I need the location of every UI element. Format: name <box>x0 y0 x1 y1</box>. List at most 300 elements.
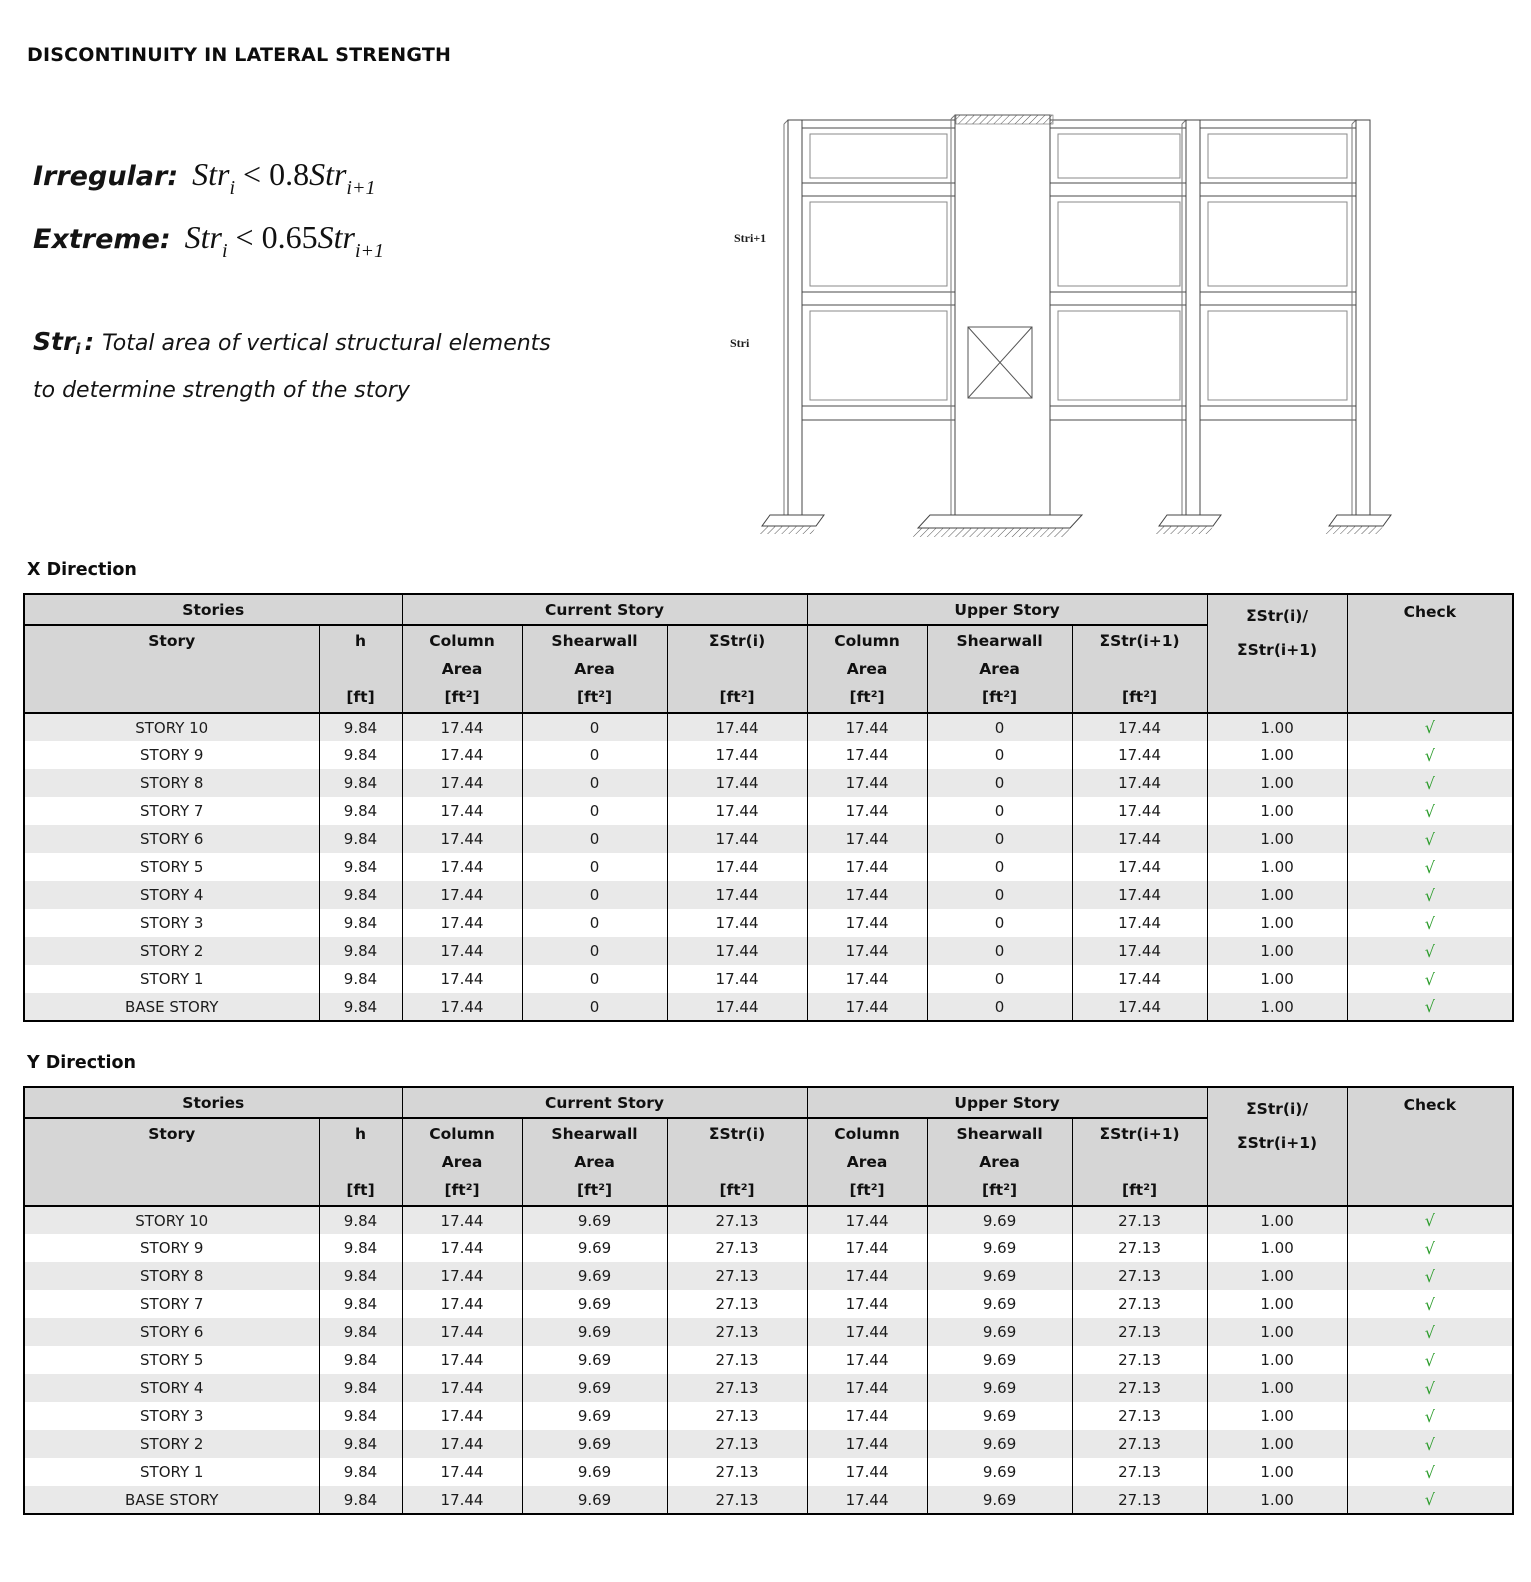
sum-str-i-cell: 27.13 <box>667 1346 807 1374</box>
table-row <box>24 965 1513 993</box>
sum-str-i-cell: 27.13 <box>667 1430 807 1458</box>
shearwall-area-cell: 0 <box>522 937 667 965</box>
ratio-cell: 1.00 <box>1207 1402 1347 1430</box>
ratio-cell: 1.00 <box>1207 1458 1347 1486</box>
table-row <box>24 1402 1513 1430</box>
shearwall-area-cell: 0 <box>522 965 667 993</box>
column-area-cell: 17.44 <box>402 1262 522 1290</box>
upper-column-area-cell: 17.44 <box>807 1374 927 1402</box>
header-story: Story <box>24 625 319 713</box>
ratio-cell: 1.00 <box>1207 1486 1347 1514</box>
check-cell: √ <box>1347 1262 1513 1290</box>
check-cell: √ <box>1347 965 1513 993</box>
check-cell: √ <box>1347 993 1513 1021</box>
definition-separator: : <box>84 328 95 356</box>
header-sum-str-i1: ΣStr(i+1) [ft²] <box>1072 625 1207 713</box>
header-sum-str-i: ΣStr(i) [ft²] <box>667 1118 807 1206</box>
story-cell: STORY 10 <box>24 713 319 741</box>
sum-str-i-cell: 27.13 <box>667 1318 807 1346</box>
sum-str-i-cell: 27.13 <box>667 1206 807 1234</box>
header-stories-group: Stories <box>24 594 402 625</box>
y-direction-table-body <box>24 1206 1513 1514</box>
sum-str-i1-cell: 27.13 <box>1072 1430 1207 1458</box>
shear-wall <box>955 115 1050 515</box>
shearwall-area-cell: 0 <box>522 797 667 825</box>
table-row <box>24 853 1513 881</box>
ratio-cell: 1.00 <box>1207 797 1347 825</box>
irregular-label: Irregular: <box>33 161 179 192</box>
sum-str-i-cell: 27.13 <box>667 1290 807 1318</box>
upper-shearwall-area-cell: 9.69 <box>927 1290 1072 1318</box>
sum-str-i-cell: 17.44 <box>667 797 807 825</box>
check-cell: √ <box>1347 1234 1513 1262</box>
shearwall-area-cell: 9.69 <box>522 1458 667 1486</box>
sum-str-i1-cell: 17.44 <box>1072 993 1207 1021</box>
shearwall-area-cell: 9.69 <box>522 1290 667 1318</box>
bay-panels <box>810 134 1347 400</box>
footing-mid <box>1159 515 1221 526</box>
table-row <box>24 1458 1513 1486</box>
story-cell: STORY 8 <box>24 1262 319 1290</box>
upper-shearwall-area-cell: 9.69 <box>927 1458 1072 1486</box>
story-cell: STORY 9 <box>24 741 319 769</box>
header-check: Check <box>1347 1087 1513 1206</box>
sum-str-i-cell: 17.44 <box>667 993 807 1021</box>
formula-relation: < <box>235 219 254 255</box>
upper-shearwall-area-cell: 0 <box>927 825 1072 853</box>
ratio-cell: 1.00 <box>1207 713 1347 741</box>
sum-str-i1-cell: 17.44 <box>1072 825 1207 853</box>
table-row <box>24 1290 1513 1318</box>
shearwall-area-cell: 0 <box>522 853 667 881</box>
table-row <box>24 825 1513 853</box>
header-upper-story-group: Upper Story <box>807 1087 1207 1118</box>
columns <box>784 115 1370 515</box>
column-area-cell: 17.44 <box>402 1486 522 1514</box>
sum-str-i1-cell: 17.44 <box>1072 853 1207 881</box>
sum-str-i1-cell: 17.44 <box>1072 965 1207 993</box>
header-h: h [ft] <box>319 625 402 713</box>
formula-subscript: i+1 <box>346 177 376 199</box>
h-cell: 9.84 <box>319 1318 402 1346</box>
upper-column-area-cell: 17.44 <box>807 825 927 853</box>
check-cell: √ <box>1347 797 1513 825</box>
table-row <box>24 797 1513 825</box>
sum-str-i-cell: 17.44 <box>667 965 807 993</box>
column-right <box>1356 120 1370 515</box>
x-direction-title: X Direction <box>27 560 137 580</box>
upper-shearwall-area-cell: 0 <box>927 937 1072 965</box>
column-area-cell: 17.44 <box>402 1234 522 1262</box>
check-cell: √ <box>1347 853 1513 881</box>
h-cell: 9.84 <box>319 853 402 881</box>
check-cell: √ <box>1347 1458 1513 1486</box>
ratio-cell: 1.00 <box>1207 741 1347 769</box>
check-cell: √ <box>1347 1402 1513 1430</box>
h-cell: 9.84 <box>319 1374 402 1402</box>
upper-column-area-cell: 17.44 <box>807 769 927 797</box>
sum-str-i-cell: 17.44 <box>667 853 807 881</box>
x-direction-table-body <box>24 713 1513 1021</box>
header-shearwall-area: Shearwall Area [ft²] <box>522 1118 667 1206</box>
footing-wall <box>918 515 1082 528</box>
ratio-cell: 1.00 <box>1207 1234 1347 1262</box>
formula-var: Str <box>317 219 355 255</box>
column-area-cell: 17.44 <box>402 1346 522 1374</box>
sum-str-i1-cell: 17.44 <box>1072 881 1207 909</box>
table-row <box>24 993 1513 1021</box>
sum-str-i1-cell: 17.44 <box>1072 741 1207 769</box>
story-cell: STORY 1 <box>24 1458 319 1486</box>
upper-column-area-cell: 17.44 <box>807 1206 927 1234</box>
h-cell: 9.84 <box>319 741 402 769</box>
story-cell: STORY 3 <box>24 1402 319 1430</box>
column-area-cell: 17.44 <box>402 853 522 881</box>
header-ratio: ΣStr(i)/ ΣStr(i+1) <box>1207 594 1347 713</box>
h-cell: 9.84 <box>319 1402 402 1430</box>
shearwall-area-cell: 0 <box>522 881 667 909</box>
story-cell: STORY 7 <box>24 1290 319 1318</box>
h-cell: 9.84 <box>319 769 402 797</box>
shearwall-area-cell: 9.69 <box>522 1430 667 1458</box>
upper-shearwall-area-cell: 9.69 <box>927 1430 1072 1458</box>
column-area-cell: 17.44 <box>402 1318 522 1346</box>
footings <box>762 515 1391 528</box>
upper-shearwall-area-cell: 9.69 <box>927 1374 1072 1402</box>
check-cell: √ <box>1347 769 1513 797</box>
h-cell: 9.84 <box>319 1262 402 1290</box>
story-cell: STORY 4 <box>24 881 319 909</box>
column-area-cell: 17.44 <box>402 1290 522 1318</box>
upper-shearwall-area-cell: 9.69 <box>927 1346 1072 1374</box>
story-cell: STORY 5 <box>24 1346 319 1374</box>
upper-shearwall-area-cell: 0 <box>927 881 1072 909</box>
formula-subscript: i <box>221 240 228 262</box>
h-cell: 9.84 <box>319 1234 402 1262</box>
sum-str-i-cell: 17.44 <box>667 825 807 853</box>
upper-column-area-cell: 17.44 <box>807 937 927 965</box>
table-row <box>24 713 1513 741</box>
header-h: h [ft] <box>319 1118 402 1206</box>
h-cell: 9.84 <box>319 1206 402 1234</box>
sum-str-i1-cell: 27.13 <box>1072 1262 1207 1290</box>
sum-str-i-cell: 27.13 <box>667 1234 807 1262</box>
header-current-story-group: Current Story <box>402 1087 807 1118</box>
table-header <box>24 594 1513 713</box>
sum-str-i1-cell: 17.44 <box>1072 797 1207 825</box>
upper-column-area-cell: 17.44 <box>807 713 927 741</box>
sum-str-i-cell: 17.44 <box>667 713 807 741</box>
extreme-formula <box>33 219 384 262</box>
irregular-formula <box>33 156 376 199</box>
header-upper-column-area: Column Area [ft²] <box>807 625 927 713</box>
upper-shearwall-area-cell: 0 <box>927 909 1072 937</box>
formula-coefficient: 0.8 <box>269 156 310 192</box>
y-direction-title: Y Direction <box>27 1053 137 1073</box>
story-beam-mid <box>802 292 1370 305</box>
table-row <box>24 1206 1513 1234</box>
upper-column-area-cell: 17.44 <box>807 1346 927 1374</box>
upper-column-area-cell: 17.44 <box>807 1318 927 1346</box>
table-row <box>24 881 1513 909</box>
story-cell: STORY 8 <box>24 769 319 797</box>
sum-str-i1-cell: 17.44 <box>1072 937 1207 965</box>
sum-str-i-cell: 17.44 <box>667 769 807 797</box>
header-current-story-group: Current Story <box>402 594 807 625</box>
shearwall-area-cell: 9.69 <box>522 1402 667 1430</box>
upper-shearwall-area-cell: 9.69 <box>927 1402 1072 1430</box>
h-cell: 9.84 <box>319 797 402 825</box>
shearwall-area-cell: 0 <box>522 741 667 769</box>
check-cell: √ <box>1347 713 1513 741</box>
ratio-cell: 1.00 <box>1207 937 1347 965</box>
column-area-cell: 17.44 <box>402 1458 522 1486</box>
story-cell: STORY 7 <box>24 797 319 825</box>
upper-shearwall-area-cell: 9.69 <box>927 1486 1072 1514</box>
column-area-cell: 17.44 <box>402 937 522 965</box>
check-cell: √ <box>1347 1318 1513 1346</box>
table-row <box>24 769 1513 797</box>
shearwall-area-cell: 9.69 <box>522 1374 667 1402</box>
str-definition <box>33 318 551 414</box>
ratio-cell: 1.00 <box>1207 909 1347 937</box>
irregular-expression <box>192 156 376 199</box>
upper-column-area-cell: 17.44 <box>807 1402 927 1430</box>
sum-str-i1-cell: 27.13 <box>1072 1402 1207 1430</box>
definition-text-line2: to determine strength of the story <box>33 378 410 403</box>
upper-shearwall-area-cell: 0 <box>927 769 1072 797</box>
shearwall-area-cell: 0 <box>522 713 667 741</box>
header-stories-group: Stories <box>24 1087 402 1118</box>
table-row <box>24 1318 1513 1346</box>
header-sum-str-i1: ΣStr(i+1) [ft²] <box>1072 1118 1207 1206</box>
h-cell: 9.84 <box>319 825 402 853</box>
upper-column-area-cell: 17.44 <box>807 741 927 769</box>
table-row <box>24 741 1513 769</box>
column-area-cell: 17.44 <box>402 1430 522 1458</box>
story-cell: BASE STORY <box>24 1486 319 1514</box>
shearwall-area-cell: 9.69 <box>522 1206 667 1234</box>
wall-top-hatch <box>956 115 1053 124</box>
sum-str-i-cell: 27.13 <box>667 1402 807 1430</box>
table-row <box>24 1234 1513 1262</box>
ratio-cell: 1.00 <box>1207 881 1347 909</box>
story-cell: BASE STORY <box>24 993 319 1021</box>
sum-str-i1-cell: 27.13 <box>1072 1486 1207 1514</box>
beams <box>788 120 1370 420</box>
formula-var: Str <box>192 156 230 192</box>
sum-str-i1-cell: 17.44 <box>1072 769 1207 797</box>
sum-str-i-cell: 27.13 <box>667 1486 807 1514</box>
y-direction-table <box>23 1086 1514 1515</box>
header-upper-shearwall-area: Shearwall Area [ft²] <box>927 1118 1072 1206</box>
h-cell: 9.84 <box>319 965 402 993</box>
shearwall-area-cell: 9.69 <box>522 1486 667 1514</box>
h-cell: 9.84 <box>319 713 402 741</box>
ratio-cell: 1.00 <box>1207 965 1347 993</box>
ratio-cell: 1.00 <box>1207 993 1347 1021</box>
sum-str-i-cell: 17.44 <box>667 741 807 769</box>
story-cell: STORY 2 <box>24 937 319 965</box>
ratio-cell: 1.00 <box>1207 825 1347 853</box>
upper-shearwall-area-cell: 9.69 <box>927 1234 1072 1262</box>
shearwall-area-cell: 9.69 <box>522 1262 667 1290</box>
ratio-cell: 1.00 <box>1207 853 1347 881</box>
upper-column-area-cell: 17.44 <box>807 1262 927 1290</box>
shearwall-area-cell: 9.69 <box>522 1234 667 1262</box>
table-row <box>24 1374 1513 1402</box>
column-area-cell: 17.44 <box>402 713 522 741</box>
column-area-cell: 17.44 <box>402 965 522 993</box>
ratio-cell: 1.00 <box>1207 1206 1347 1234</box>
check-cell: √ <box>1347 1486 1513 1514</box>
ratio-cell: 1.00 <box>1207 1430 1347 1458</box>
story-cell: STORY 5 <box>24 853 319 881</box>
column-area-cell: 17.44 <box>402 1402 522 1430</box>
formula-var: Str <box>309 156 347 192</box>
story-cell: STORY 1 <box>24 965 319 993</box>
story-cell: STORY 10 <box>24 1206 319 1234</box>
sum-str-i1-cell: 27.13 <box>1072 1346 1207 1374</box>
h-cell: 9.84 <box>319 937 402 965</box>
column-area-cell: 17.44 <box>402 993 522 1021</box>
extreme-label: Extreme: <box>33 224 171 255</box>
extreme-expression <box>184 219 384 262</box>
upper-column-area-cell: 17.44 <box>807 1430 927 1458</box>
header-ratio: ΣStr(i)/ ΣStr(i+1) <box>1207 1087 1347 1206</box>
story-cell: STORY 9 <box>24 1234 319 1262</box>
h-cell: 9.84 <box>319 1346 402 1374</box>
table-row <box>24 937 1513 965</box>
ratio-cell: 1.00 <box>1207 1262 1347 1290</box>
sum-str-i1-cell: 27.13 <box>1072 1290 1207 1318</box>
x-direction-table <box>23 593 1514 1022</box>
sum-str-i1-cell: 27.13 <box>1072 1458 1207 1486</box>
upper-column-area-cell: 17.44 <box>807 1234 927 1262</box>
check-cell: √ <box>1347 1430 1513 1458</box>
ground-beam <box>802 406 1370 420</box>
definition-text-line1: Total area of vertical structural elements <box>102 331 551 356</box>
column-area-cell: 17.44 <box>402 1374 522 1402</box>
sum-str-i-cell: 17.44 <box>667 881 807 909</box>
upper-shearwall-area-cell: 0 <box>927 965 1072 993</box>
diagram-label-str-i1: Stri+1 <box>734 231 767 245</box>
ratio-cell: 1.00 <box>1207 769 1347 797</box>
story-cell: STORY 4 <box>24 1374 319 1402</box>
header-upper-story-group: Upper Story <box>807 594 1207 625</box>
check-cell: √ <box>1347 909 1513 937</box>
sum-str-i1-cell: 27.13 <box>1072 1234 1207 1262</box>
ratio-cell: 1.00 <box>1207 1290 1347 1318</box>
shearwall-area-cell: 0 <box>522 825 667 853</box>
table-header <box>24 1087 1513 1206</box>
shearwall-area-cell: 0 <box>522 769 667 797</box>
formula-relation: < <box>243 156 262 192</box>
sum-str-i-cell: 17.44 <box>667 937 807 965</box>
story-cell: STORY 3 <box>24 909 319 937</box>
upper-shearwall-area-cell: 9.69 <box>927 1206 1072 1234</box>
ratio-cell: 1.00 <box>1207 1318 1347 1346</box>
header-check: Check <box>1347 594 1513 713</box>
shearwall-area-cell: 9.69 <box>522 1318 667 1346</box>
building-elevation-svg <box>690 95 1440 545</box>
upper-shearwall-area-cell: 0 <box>927 797 1072 825</box>
upper-column-area-cell: 17.44 <box>807 1290 927 1318</box>
upper-column-area-cell: 17.44 <box>807 993 927 1021</box>
check-cell: √ <box>1347 1290 1513 1318</box>
building-elevation-diagram <box>690 95 1440 545</box>
header-upper-shearwall-area: Shearwall Area [ft²] <box>927 625 1072 713</box>
column-area-cell: 17.44 <box>402 909 522 937</box>
header-column-area: Column Area [ft²] <box>402 1118 522 1206</box>
shearwall-area-cell: 0 <box>522 909 667 937</box>
column-area-cell: 17.44 <box>402 769 522 797</box>
ratio-cell: 1.00 <box>1207 1346 1347 1374</box>
diagram-label-str-i: Stri <box>730 336 750 350</box>
upper-shearwall-area-cell: 0 <box>927 993 1072 1021</box>
h-cell: 9.84 <box>319 1430 402 1458</box>
table-row <box>24 909 1513 937</box>
column-mid <box>1186 120 1200 515</box>
sum-str-i1-cell: 27.13 <box>1072 1318 1207 1346</box>
header-sum-str-i: ΣStr(i) [ft²] <box>667 625 807 713</box>
check-cell: √ <box>1347 1374 1513 1402</box>
formula-coefficient: 0.65 <box>261 219 318 255</box>
header-shearwall-area: Shearwall Area [ft²] <box>522 625 667 713</box>
formula-subscript: i+1 <box>354 240 384 262</box>
upper-shearwall-area-cell: 0 <box>927 713 1072 741</box>
upper-column-area-cell: 17.44 <box>807 853 927 881</box>
h-cell: 9.84 <box>319 881 402 909</box>
story-cell: STORY 2 <box>24 1430 319 1458</box>
upper-column-area-cell: 17.44 <box>807 1486 927 1514</box>
wall-opening-x <box>968 327 1032 398</box>
header-upper-column-area: Column Area [ft²] <box>807 1118 927 1206</box>
story-cell: STORY 6 <box>24 1318 319 1346</box>
upper-column-area-cell: 17.44 <box>807 797 927 825</box>
story-beam-upper <box>802 183 1370 196</box>
sum-str-i1-cell: 17.44 <box>1072 909 1207 937</box>
check-cell: √ <box>1347 825 1513 853</box>
upper-shearwall-area-cell: 0 <box>927 741 1072 769</box>
upper-shearwall-area-cell: 9.69 <box>927 1318 1072 1346</box>
column-area-cell: 17.44 <box>402 741 522 769</box>
upper-column-area-cell: 17.44 <box>807 1458 927 1486</box>
shearwall-area-cell: 0 <box>522 993 667 1021</box>
column-area-cell: 17.44 <box>402 881 522 909</box>
formula-subscript: i <box>229 177 236 199</box>
roof-beam <box>788 120 1370 128</box>
upper-shearwall-area-cell: 9.69 <box>927 1262 1072 1290</box>
footing-right <box>1329 515 1391 526</box>
sum-str-i1-cell: 27.13 <box>1072 1374 1207 1402</box>
check-cell: √ <box>1347 881 1513 909</box>
footing-left <box>762 515 824 526</box>
sum-str-i1-cell: 17.44 <box>1072 713 1207 741</box>
check-cell: √ <box>1347 1346 1513 1374</box>
column-area-cell: 17.44 <box>402 1206 522 1234</box>
sum-str-i-cell: 17.44 <box>667 909 807 937</box>
column-area-cell: 17.44 <box>402 825 522 853</box>
check-cell: √ <box>1347 1206 1513 1234</box>
sum-str-i-cell: 27.13 <box>667 1458 807 1486</box>
h-cell: 9.84 <box>319 1486 402 1514</box>
column-area-cell: 17.44 <box>402 797 522 825</box>
table-row <box>24 1486 1513 1514</box>
story-cell: STORY 6 <box>24 825 319 853</box>
header-story: Story <box>24 1118 319 1206</box>
ratio-cell: 1.00 <box>1207 1374 1347 1402</box>
